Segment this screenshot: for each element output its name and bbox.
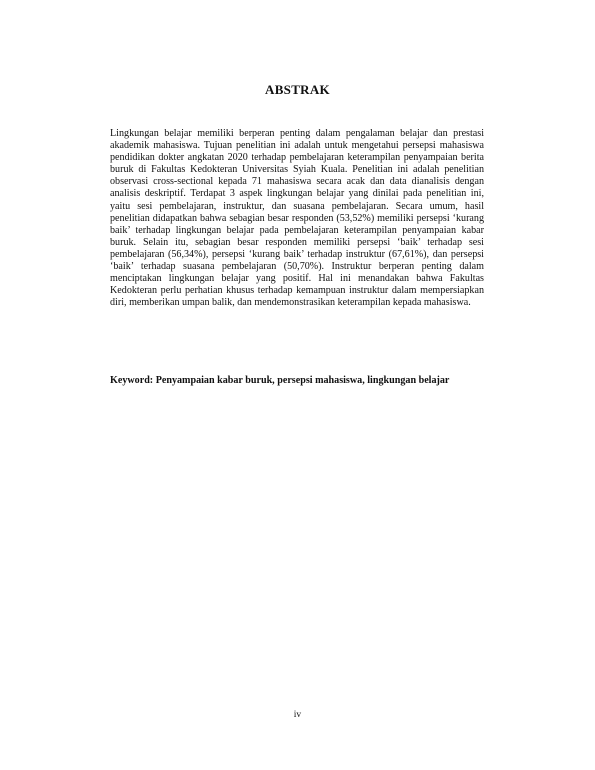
page-number: iv bbox=[293, 710, 302, 720]
abstract-title: ABSTRAK bbox=[265, 82, 330, 97]
keyword-line: Keyword: Penyampaian kabar buruk, persepsi mahasiswa, lingkungan belajar bbox=[110, 375, 450, 386]
abstract-body bbox=[110, 128, 484, 309]
abstract-paragraph: Lingkungan belajar memiliki berperan penting dalam pengalaman belajar dan prestasi akademik mahasiswa. Tujuan penelitian ini adalah untuk mengetahui persepsi mahasiswa pendidikan dokter angkatan 2020 terhadap pembelajaran keterampilan penyampaian berita buruk di Fakultas Kedokteran Universitas Syiah Kuala. Penelitian ini adalah penelitian observasi cross-sectional kepada 71 mahasiswa secara acak dan data dianalisis dengan analisis deskriptif. Terdapat 3 aspek lingkungan belajar yang dinilai pada penelitian ini, yaitu sesi pembelajaran, instruktur, dan suasana pembelajaran. Secara umum, hasil penelitian didapatkan bahwa sebagian besar responden (53,52%) memiliki persepsi ‘kurang baik’ terhadap lingkungan belajar pada pembelajaran keterampilan penyampaian kabar buruk. Selain itu, sebagian besar responden memiliki persepsi ‘baik’ terhadap sesi pembelajaran (56,34%), persepsi ‘kurang baik’ terhadap instruktur (67,61%), dan persepsi ‘baik’ terhadap suasana pembelajaran (50,70%). Instruktur berperan penting dalam menciptakan lingkungan belajar yang positif. Hal ini menandakan bahwa Fakultas Kedokteran perlu perhatian khusus terhadap kemampuan instruktur dalam mempersiapkan diri, memberikan umpan balik, dan mendemonstrasikan keterampilan kepada mahasiswa. bbox=[110, 128, 484, 309]
